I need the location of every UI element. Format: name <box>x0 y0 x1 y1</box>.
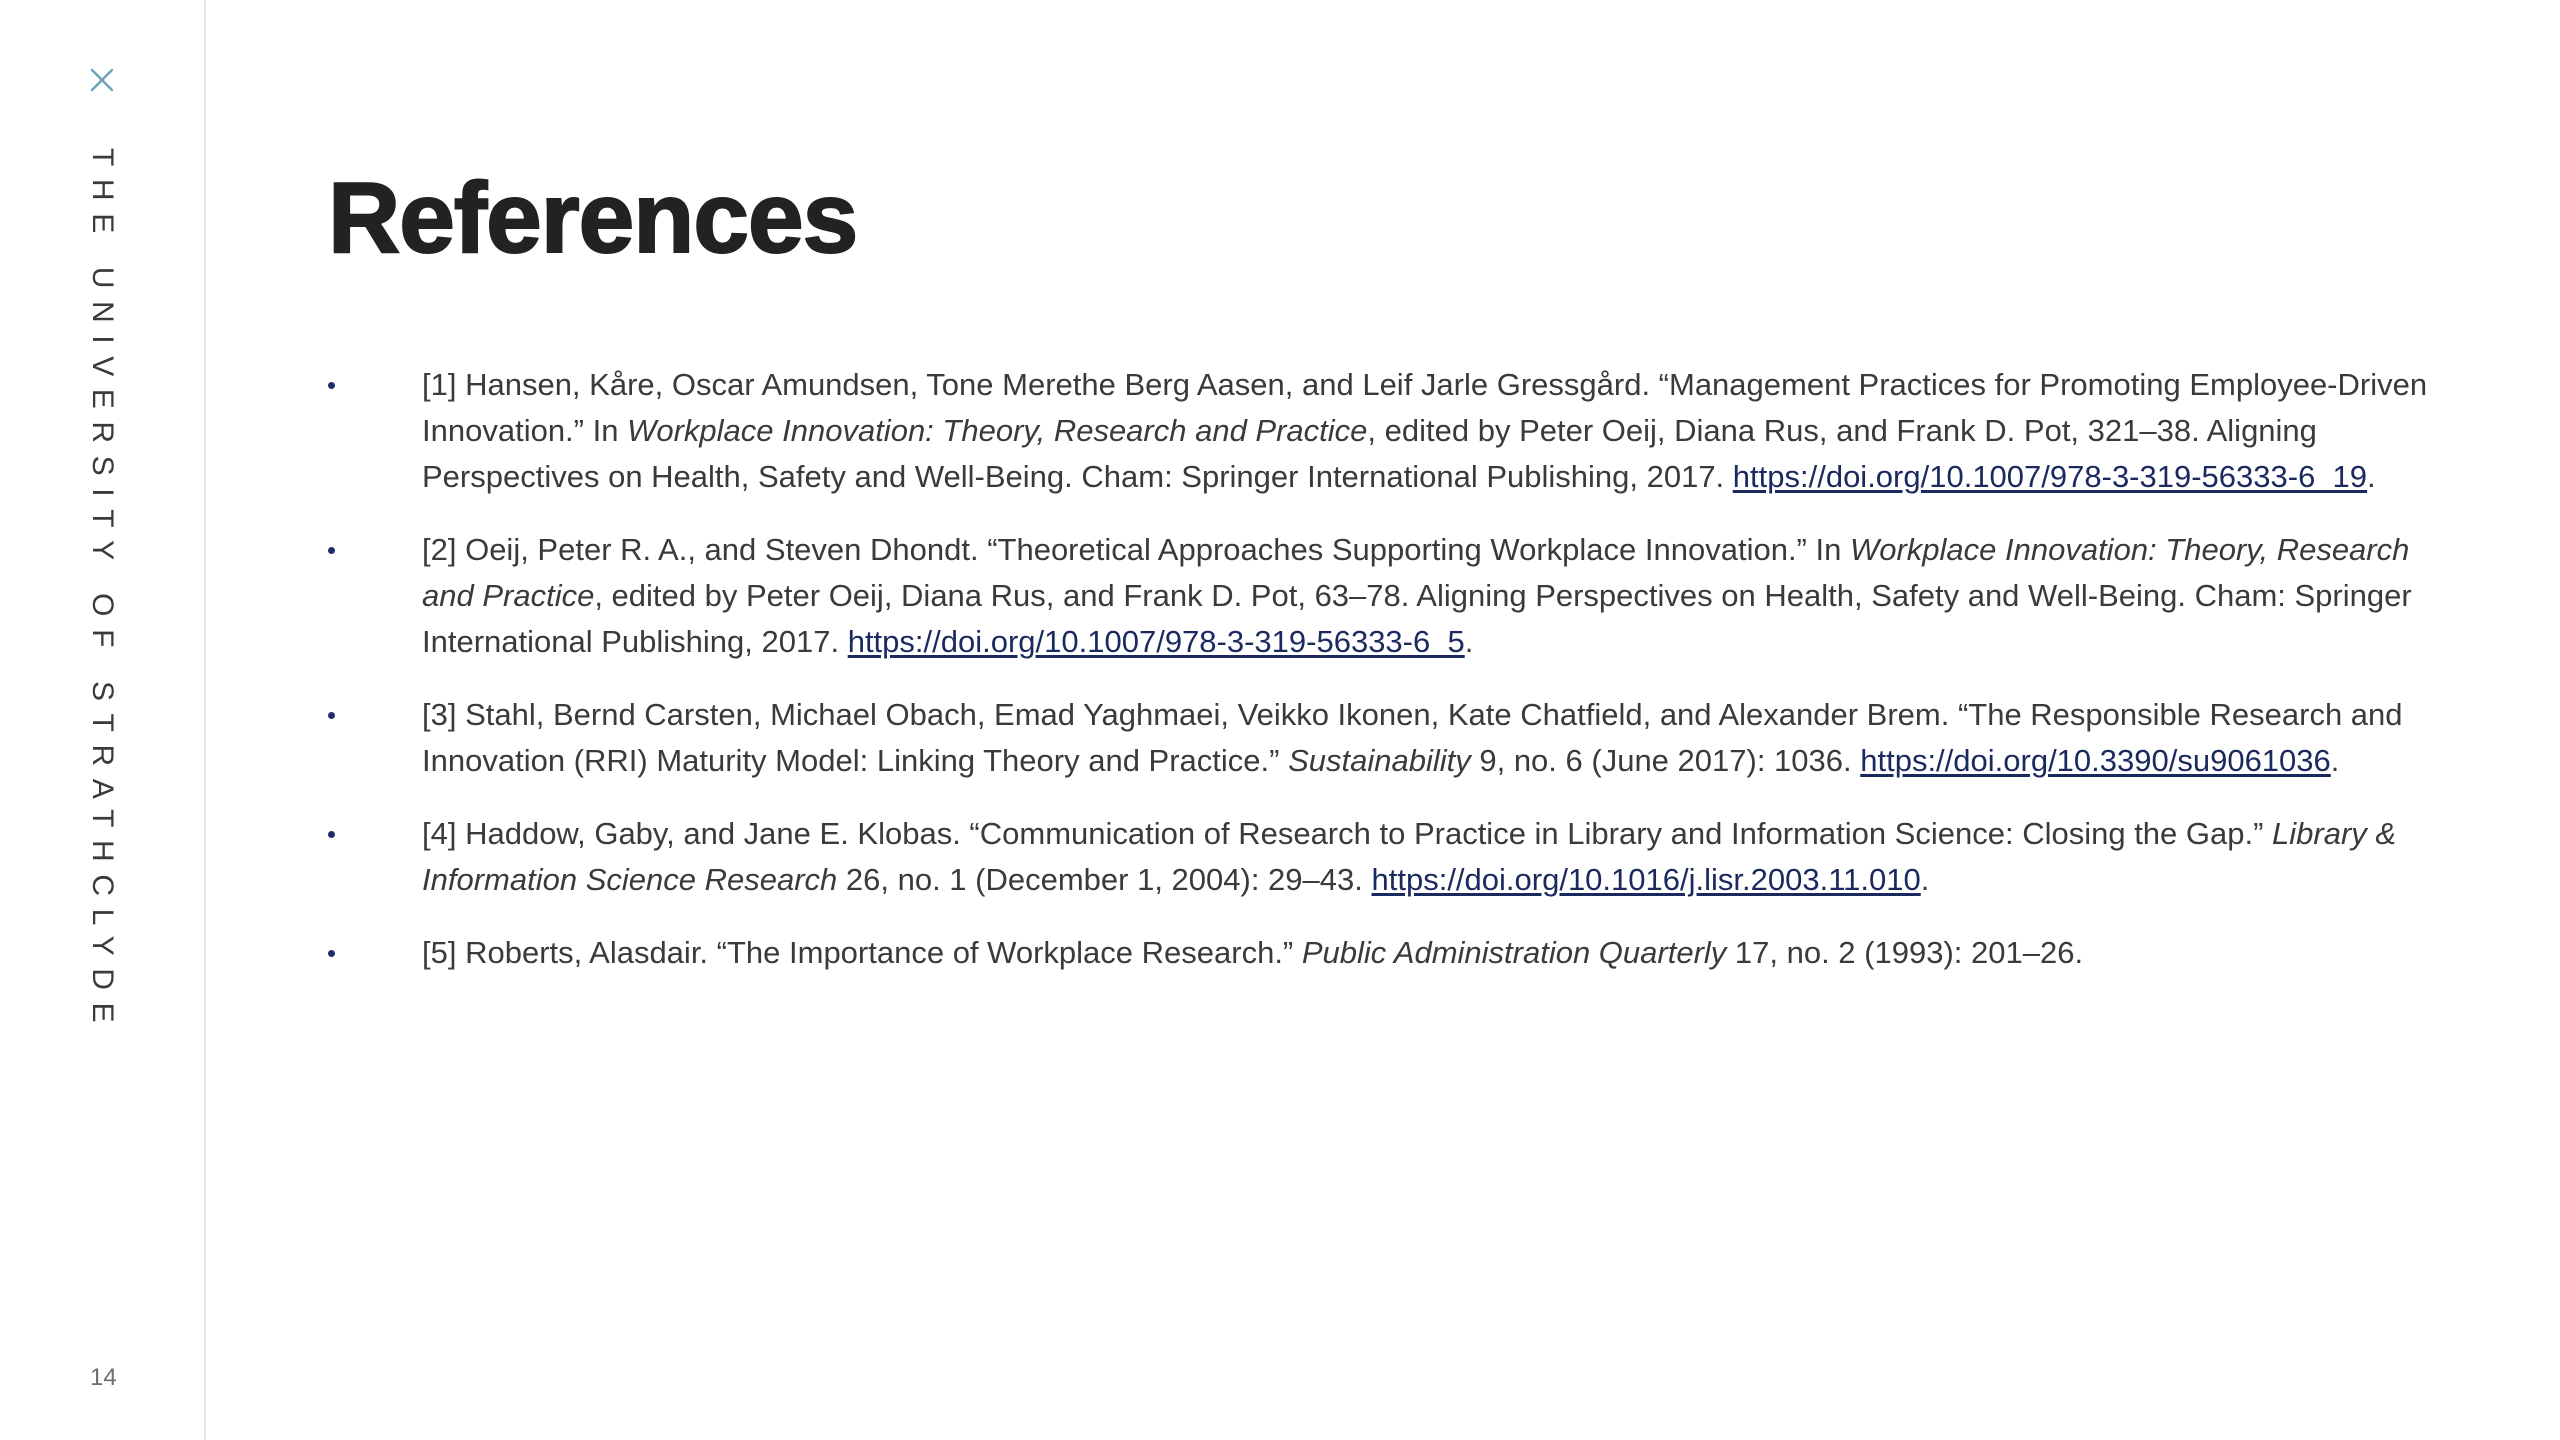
institution-name: THE UNIVERSITY OF STRATHCLYDE <box>86 148 119 1036</box>
reference-source: Library & Information Science Research <box>422 816 2397 897</box>
bullet-icon <box>328 811 338 857</box>
reference-end: . <box>2330 743 2340 778</box>
reference-text: [3] Stahl, Bernd Carsten, Michael Obach, Emad Yaghmaei, Veikko Ikonen, Kate Chatfield, and Alexander Brem. “The Responsible Research and Innovation (RRI) Maturity Model: Linking Theory and Practice.” <box>422 697 2403 778</box>
reference-details: 17, no. 2 (1993): 201–26. <box>1726 935 2084 970</box>
doi-link[interactable]: https://doi.org/10.1016/j.lisr.2003.11.010 <box>1371 862 1921 897</box>
reference-item <box>328 362 2452 500</box>
reference-item <box>328 527 2452 665</box>
close-button[interactable] <box>84 62 120 98</box>
reference-end: . <box>1920 862 1930 897</box>
doi-link[interactable]: https://doi.org/10.1007/978-3-319-56333-6_5 <box>847 624 1465 659</box>
page-title: References <box>328 162 858 274</box>
reference-source: Workplace Innovation: Theory, Research and Practice <box>627 413 1368 448</box>
reference-list <box>328 362 2452 1003</box>
close-icon[interactable] <box>88 66 116 94</box>
reference-text: [5] Roberts, Alasdair. “The Importance of Workplace Research.” <box>422 935 1302 970</box>
reference-details: 26, no. 1 (December 1, 2004): 29–43. <box>837 862 1372 897</box>
bullet-icon <box>328 930 338 976</box>
bullet-icon <box>328 362 338 408</box>
reference-text: [2] Oeij, Peter R. A., and Steven Dhondt. “Theoretical Approaches Supporting Workplace Innovation.” In <box>422 532 1850 567</box>
reference-item <box>328 930 2452 976</box>
bullet-icon <box>328 692 338 738</box>
page-number: 14 <box>90 1364 117 1391</box>
doi-link[interactable]: https://doi.org/10.3390/su9061036 <box>1860 743 2331 778</box>
reference-details: , edited by Peter Oeij, Diana Rus, and Frank D. Pot, 321–38. Aligning Perspectives on Health, Safety and Well-Being. Cham: Springer International Publishing, 2017. <box>422 413 2317 494</box>
sidebar <box>0 0 206 1440</box>
reference-source: Workplace Innovation: Theory, Research and Practice <box>422 532 2410 613</box>
reference-source: Public Administration Quarterly <box>1301 935 1727 970</box>
bullet-icon <box>328 527 338 573</box>
reference-item <box>328 811 2452 903</box>
reference-text: [1] Hansen, Kåre, Oscar Amundsen, Tone Merethe Berg Aasen, and Leif Jarle Gressgård. “Management Practices for Promoting Employee-Driven Innovation.” In <box>422 367 2428 448</box>
reference-text: [4] Haddow, Gaby, and Jane E. Klobas. “Communication of Research to Practice in Library and Information Science: Closing the Gap.” <box>422 816 2273 851</box>
reference-end: . <box>1464 624 1474 659</box>
reference-details: 9, no. 6 (June 2017): 1036. <box>1470 743 1861 778</box>
doi-link[interactable]: https://doi.org/10.1007/978-3-319-56333-6_19 <box>1732 459 2368 494</box>
reference-item <box>328 692 2452 784</box>
reference-end: . <box>2367 459 2376 494</box>
reference-source: Sustainability <box>1288 743 1471 778</box>
reference-details: , edited by Peter Oeij, Diana Rus, and Frank D. Pot, 63–78. Aligning Perspectives on Health, Safety and Well-Being. Cham: Springer International Publishing, 2017. <box>422 578 2412 659</box>
